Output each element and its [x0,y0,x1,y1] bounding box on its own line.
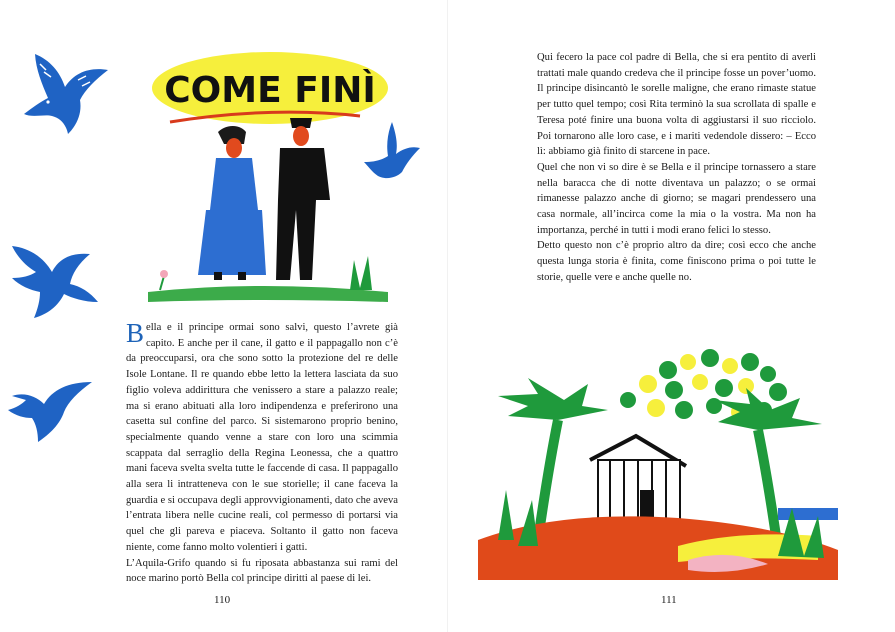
come-fini-title-illustration [140,40,400,305]
paragraph: L’Aquila-Grifo quando si fu riposata abbastanza sui rami del noce marino portò Bella col principe diritti al paese di lei. [126,557,398,585]
left-page [0,0,447,632]
blue-bird-illustration [362,118,422,188]
right-body-text [537,50,816,286]
paragraph: Quel che non vi so dire è se Bella e il principe tornassero a stare nella baracca che di notte diventava un palazzo; o se ormai rimanesse palazzo anche di giorno; se magari prendessero una casa normale, all’incirca come la mia o la vostra. Ma non ha importanza, perché in tutti i modi erano felici lo stesso. [537,161,816,236]
title-text: COME FINÌ [164,70,376,111]
paragraph-text: ella e il principe ormai sono salvi, questo l’avrete già capito. E anche per il cane, il gatto e il pappagallo non c’è da preoccuparsi, ora che sono sotto la protezione del re delle Isole Lontane. Il re quando ebbe letto la lettera lasciata da suo figlio voleva addirittura che venissero a stare a palazzo reale; ma si erano abituati alla loro indipendenza e preferirono una casetta sul confine del parco. Si sistemarono proprio benino, specialmente quando venne a stare con loro una scimmia scappata dal serraglio della Regina Leonessa, che a quattro mani faceva svelta svelta tutte le faccende di casa. Il pappagallo alla sera li intratteneva con le sue storielle; il cane faceva la guardia e si occupava degli approvvigionamenti, dato che aveva l’entrata libera nelle cucine reali, col permesso di portarsi via quel che gli pareva e piaceva. Soltanto il gatto non faceva niente, come fanno molto volentieri i gatti. [126,322,398,553]
paragraph: Qui fecero la pace col padre di Bella, che si era pentito di averli trattati male quando credeva che il principe fosse un pover’uomo. Il principe disincantò le sorelle maligne, che erano rimaste statue per tutto quel tempo; così Rita terminò la sua scrollata di spalle e Teresa poté finire una buona volta di aggiustarsi il suo ricciolo. Poi tornarono alle loro case, e i mariti vedendole dissero: – Ecco lì: abbiamo già finito di starcene in pace. [537,52,816,158]
page-number: 110 [214,594,231,606]
paragraph [126,320,398,556]
left-body-text [126,320,398,587]
blue-bird-illustration [8,232,100,322]
page-number: 111 [661,594,677,606]
island-hut-illustration [478,340,858,580]
drop-cap: B [126,318,145,348]
blue-bird-illustration [6,372,98,444]
paragraph: Detto questo non c’è proprio altro da dire; così ecco che anche questa lunga storia è finita, come finiscono prima o poi tutte le storie, quelle vere e anche quelle no. [537,240,816,283]
blue-bird-illustration [20,42,110,142]
